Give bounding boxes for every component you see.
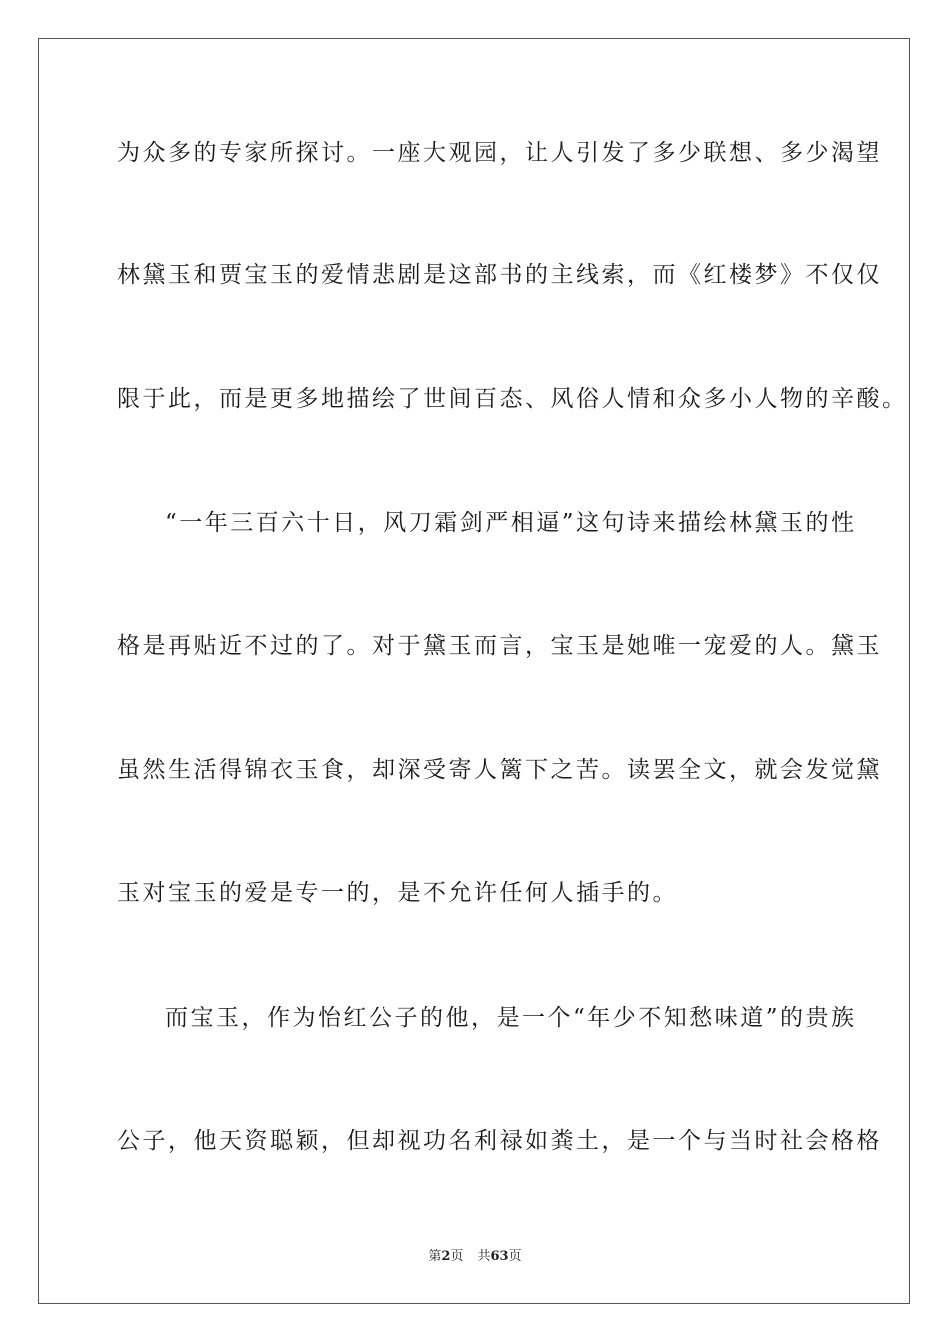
total-prefix: 共 [477,1249,491,1264]
text-line: 林黛玉和贾宝玉的爱情悲剧是这部书的主线索，而《红楼梦》不仅仅 [117,262,882,288]
text-line: 为众多的专家所探讨。一座大观园，让人引发了多少联想、多少渴望 [117,140,882,166]
text-line: 限于此，而是更多地描绘了世间百态、风俗人情和众多小人物的辛酸。 [117,386,908,412]
text-line: 格是再贴近不过的了。对于黛玉而言，宝玉是她唯一宠爱的人。黛玉 [117,633,882,659]
text-line: 玉对宝玉的爱是专一的，是不允许任何人插手的。 [117,880,678,906]
text-line: 公子，他天资聪颖，但却视功名利禄如粪土，是一个与当时社会格格 [117,1128,882,1154]
page-suffix: 页 [450,1249,464,1264]
page-prefix: 第 [428,1249,442,1264]
page-frame [38,38,910,1304]
text-line: 虽然生活得锦衣玉食，却深受寄人篱下之苦。读罢全文，就会发觉黛 [117,757,882,783]
text-line: 而宝玉，作为怡红公子的他，是一个“年少不知愁味道”的贵族 [165,1005,857,1031]
total-suffix: 页 [508,1249,522,1264]
text-line: “一年三百六十日，风刀霜剑严相逼”这句诗来描绘林黛玉的性 [165,510,857,536]
page-number: 2 [441,1249,451,1264]
page-footer [0,1248,950,1266]
total-pages: 63 [490,1249,509,1264]
